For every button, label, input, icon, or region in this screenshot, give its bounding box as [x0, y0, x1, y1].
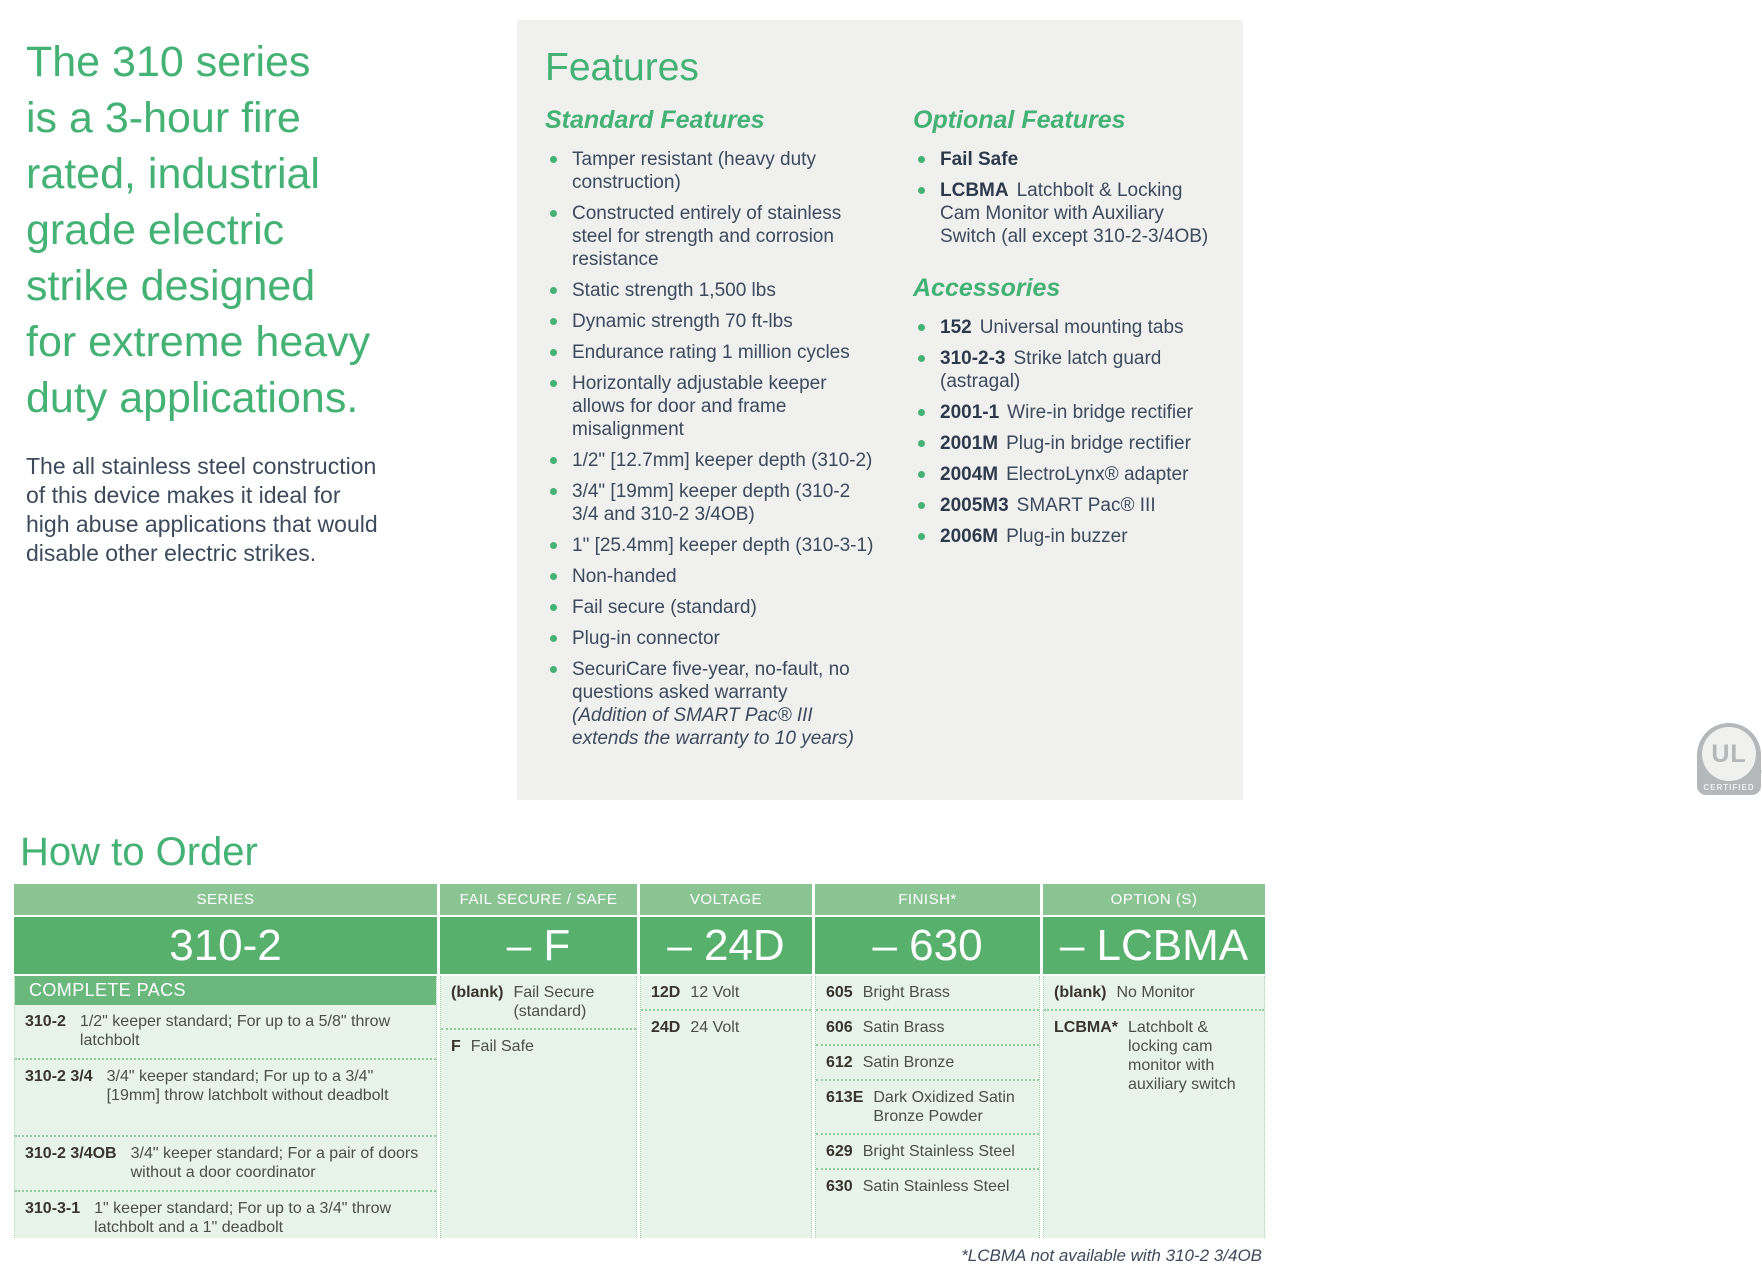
- feature-item: [545, 627, 875, 650]
- table-row: [1044, 976, 1264, 1011]
- feature-text: 1" [25.4mm] keeper depth (310-3-1): [572, 535, 874, 556]
- row-desc: 3/4" keeper standard; For a pair of doors without a door coordinator: [130, 1145, 419, 1181]
- row-code: 629: [826, 1143, 853, 1160]
- table-row: [816, 1046, 1039, 1081]
- row-code: LCBMA*: [1054, 1019, 1118, 1036]
- features-panel: [517, 20, 1762, 800]
- bullet-icon: [918, 187, 925, 194]
- accessories-heading: Accessories: [913, 274, 1061, 302]
- bullet-icon: [918, 471, 925, 478]
- headline-line: rated, industrial: [26, 150, 320, 198]
- feature-text: Static strength 1,500 lbs: [572, 280, 776, 301]
- accessory-desc: Universal mounting tabs: [979, 317, 1184, 338]
- accessory-code: 2005M3: [940, 495, 1009, 516]
- voltage-header: VOLTAGE: [640, 884, 812, 915]
- table-row: [15, 1192, 436, 1245]
- bullet-icon: [550, 210, 557, 217]
- feature-item: [545, 565, 875, 588]
- accessory-code: 2001M: [940, 433, 999, 454]
- row-code: 613E: [826, 1089, 864, 1106]
- feature-text: [940, 316, 1184, 339]
- table-row: [1044, 1011, 1264, 1101]
- row-code: F: [451, 1038, 461, 1055]
- bullet-icon: [550, 666, 557, 673]
- feature-item: [545, 279, 875, 302]
- row-desc: Bright Brass: [862, 984, 950, 1001]
- ul-letters: UL: [1711, 739, 1747, 768]
- feature-text: [940, 347, 1221, 393]
- row-desc: 12 Volt: [690, 984, 740, 1001]
- intro-headline: [26, 34, 466, 426]
- fail-secure-code-cell: – F: [440, 917, 637, 974]
- feature-text: [940, 463, 1188, 486]
- row-code: 612: [826, 1054, 853, 1071]
- headline-line: is a 3-hour fire: [26, 94, 301, 142]
- row-code: 605: [826, 984, 853, 1001]
- table-row: [816, 1170, 1039, 1203]
- row-desc: Latchbolt & locking cam monitor with auxiliary switch: [1128, 1019, 1236, 1093]
- headline-line: duty applications.: [26, 374, 359, 422]
- table-row: [641, 976, 811, 1011]
- optional-features-heading: Optional Features: [913, 106, 1126, 134]
- finish-code-cell: – 630: [815, 917, 1040, 974]
- body-line: high abuse applications that would: [26, 511, 378, 537]
- body-line: disable other electric strikes.: [26, 540, 317, 566]
- feature-item: [545, 372, 875, 441]
- how-to-order-title: How to Order: [20, 830, 258, 874]
- bullet-icon: [918, 156, 925, 163]
- row-code: 310-2 3/4: [25, 1068, 93, 1085]
- row-desc: Fail Safe: [470, 1038, 534, 1055]
- bullet-icon: [550, 156, 557, 163]
- feature-text: [940, 525, 1128, 548]
- row-code: 606: [826, 1019, 853, 1036]
- ul-logo-icon: [1702, 727, 1756, 781]
- table-row: [816, 1011, 1039, 1046]
- accessory-code: 2001-1: [940, 402, 1000, 423]
- row-desc: Satin Brass: [862, 1019, 945, 1036]
- bullet-icon: [550, 349, 557, 356]
- bullet-icon: [918, 533, 925, 540]
- intro-body: [26, 452, 466, 568]
- row-code: 24D: [651, 1019, 681, 1036]
- column-fail-secure-safe: [440, 884, 637, 1238]
- feature-text-note: (Addition of SMART Pac® III extends the warranty to 10 years): [572, 705, 854, 749]
- feature-item: [545, 596, 875, 619]
- table-row: [15, 1060, 436, 1137]
- table-row: [441, 976, 636, 1030]
- feature-code: LCBMA: [940, 180, 1009, 201]
- series-header: SERIES: [14, 884, 437, 915]
- accessory-desc: Wire-in bridge rectifier: [1007, 402, 1193, 423]
- optional-accessories-column: [913, 106, 1221, 758]
- complete-pacs-band: COMPLETE PACS: [15, 976, 436, 1005]
- row-code: (blank): [451, 984, 504, 1001]
- accessory-desc: ElectroLynx® adapter: [1006, 464, 1189, 485]
- accessory-item: [913, 463, 1221, 486]
- feature-text: Horizontally adjustable keeper allows for door and frame misalignment: [572, 373, 827, 440]
- feature-text: [940, 432, 1191, 455]
- accessory-item: [913, 347, 1221, 393]
- options-code-cell: – LCBMA: [1043, 917, 1265, 974]
- headline-line: The 310 series: [26, 38, 311, 86]
- feature-item: [545, 148, 875, 194]
- feature-item: [545, 449, 875, 472]
- headline-line: strike designed: [26, 262, 316, 310]
- standard-features-column: [545, 106, 875, 758]
- feature-item: [545, 534, 875, 557]
- column-series: [14, 884, 437, 1238]
- ul-certified-badge: [1697, 723, 1761, 795]
- registered-mark: ®: [1755, 767, 1762, 777]
- order-table: [14, 884, 1266, 1238]
- voltage-code-cell: – 24D: [640, 917, 812, 974]
- row-code: 630: [826, 1178, 853, 1195]
- table-row: [15, 1137, 436, 1192]
- body-line: of this device makes it ideal for: [26, 482, 341, 508]
- row-code: 12D: [651, 984, 681, 1001]
- bullet-icon: [550, 604, 557, 611]
- bullet-icon: [550, 318, 557, 325]
- feature-text: [940, 179, 1221, 248]
- accessory-code: 152: [940, 317, 972, 338]
- row-desc: Dark Oxidized Satin Bronze Powder: [873, 1089, 1015, 1125]
- accessory-desc: SMART Pac® III: [1016, 495, 1156, 516]
- table-row: [15, 1005, 436, 1060]
- options-header: OPTION (S): [1043, 884, 1265, 915]
- feature-text: Tamper resistant (heavy duty construction): [572, 149, 816, 193]
- headline-line: for extreme heavy: [26, 318, 371, 366]
- bullet-icon: [550, 573, 557, 580]
- feature-item: [545, 202, 875, 271]
- ul-caption: CERTIFIED: [1703, 783, 1755, 792]
- accessory-code: 2006M: [940, 526, 999, 547]
- bullet-icon: [918, 440, 925, 447]
- feature-text: Plug-in connector: [572, 628, 720, 649]
- series-body: [14, 976, 437, 1238]
- feature-text-main: SecuriCare five-year, no-fault, no questions asked warranty: [572, 659, 850, 703]
- row-desc: No Monitor: [1116, 984, 1195, 1001]
- standard-features-heading: Standard Features: [545, 106, 765, 134]
- feature-text: [940, 148, 1026, 171]
- feature-item: [545, 310, 875, 333]
- feature-text: Endurance rating 1 million cycles: [572, 342, 850, 363]
- feature-item: [913, 179, 1221, 248]
- intro-section: [26, 34, 466, 568]
- accessory-item: [913, 494, 1221, 517]
- feature-text: 1/2" [12.7mm] keeper depth (310-2): [572, 450, 873, 471]
- bullet-icon: [550, 488, 557, 495]
- feature-text: Dynamic strength 70 ft-lbs: [572, 311, 793, 332]
- headline-line: grade electric: [26, 206, 285, 254]
- accessory-code: 310-2-3: [940, 348, 1006, 369]
- feature-code: Fail Safe: [940, 149, 1019, 170]
- row-desc: Fail Secure (standard): [513, 984, 595, 1020]
- body-line: The all stainless steel construction: [26, 453, 377, 479]
- bullet-icon: [918, 502, 925, 509]
- row-desc: 3/4" keeper standard; For up to a 3/4" [19mm] throw latchbolt without deadbolt: [106, 1068, 389, 1104]
- feature-text: Non-handed: [572, 566, 677, 587]
- accessory-desc: Plug-in buzzer: [1006, 526, 1128, 547]
- feature-text: [940, 401, 1193, 424]
- row-desc: Bright Stainless Steel: [862, 1143, 1015, 1160]
- fail-secure-body: [440, 976, 637, 1238]
- feature-desc: Latchbolt & Locking Cam Monitor with Auxiliary Switch (all except 310-2-3/4OB): [940, 180, 1209, 247]
- feature-text: Fail secure (standard): [572, 597, 757, 618]
- row-desc: Satin Bronze: [862, 1054, 955, 1071]
- row-code: 310-2: [25, 1013, 66, 1030]
- column-finish: [815, 884, 1040, 1238]
- bullet-icon: [550, 542, 557, 549]
- row-desc: 24 Volt: [690, 1019, 740, 1036]
- table-row: [816, 976, 1039, 1011]
- voltage-body: [640, 976, 812, 1238]
- accessory-desc: Strike latch guard (astragal): [940, 348, 1162, 392]
- bullet-icon: [550, 287, 557, 294]
- bullet-icon: [550, 635, 557, 642]
- bullet-icon: [918, 324, 925, 331]
- lcbma-footnote: *LCBMA not available with 310-2 3/4OB: [961, 1246, 1262, 1265]
- row-code: 310-2 3/4OB: [25, 1145, 117, 1162]
- features-columns: [545, 106, 1243, 758]
- row-desc: 1" keeper standard; For up to a 3/4" throw latchbolt and a 1" deadbolt: [94, 1200, 392, 1236]
- accessory-desc: Plug-in bridge rectifier: [1006, 433, 1191, 454]
- row-desc: Satin Stainless Steel: [862, 1178, 1010, 1195]
- bullet-icon: [550, 380, 557, 387]
- table-row: [441, 1030, 636, 1063]
- row-code: 310-3-1: [25, 1200, 81, 1217]
- feature-text: Constructed entirely of stainless steel for strength and corrosion resistance: [572, 203, 842, 270]
- feature-text: [940, 494, 1156, 517]
- feature-item: [545, 658, 875, 750]
- finish-body: [815, 976, 1040, 1238]
- finish-header: FINISH*: [815, 884, 1040, 915]
- fail-secure-header: FAIL SECURE / SAFE: [440, 884, 637, 915]
- series-code-cell: 310-2: [14, 917, 437, 974]
- accessory-item: [913, 432, 1221, 455]
- accessory-code: 2004M: [940, 464, 999, 485]
- feature-text: 3/4" [19mm] keeper depth (310-2 3/4 and 310-2 3/4OB): [572, 481, 851, 525]
- feature-text: [572, 658, 875, 750]
- feature-item: [545, 341, 875, 364]
- accessory-item: [913, 525, 1221, 548]
- accessory-item: [913, 401, 1221, 424]
- table-row: [816, 1135, 1039, 1170]
- column-options: [1043, 884, 1265, 1238]
- bullet-icon: [550, 457, 557, 464]
- features-title: Features: [545, 46, 699, 89]
- row-desc: 1/2" keeper standard; For up to a 5/8" throw latchbolt: [79, 1013, 391, 1049]
- column-voltage: [640, 884, 812, 1238]
- table-row: [641, 1011, 811, 1044]
- bullet-icon: [918, 409, 925, 416]
- row-code: (blank): [1054, 984, 1107, 1001]
- bullet-icon: [918, 355, 925, 362]
- table-row: [816, 1081, 1039, 1135]
- options-body: [1043, 976, 1265, 1238]
- feature-item: [545, 480, 875, 526]
- accessory-item: [913, 316, 1221, 339]
- feature-item: [913, 148, 1221, 171]
